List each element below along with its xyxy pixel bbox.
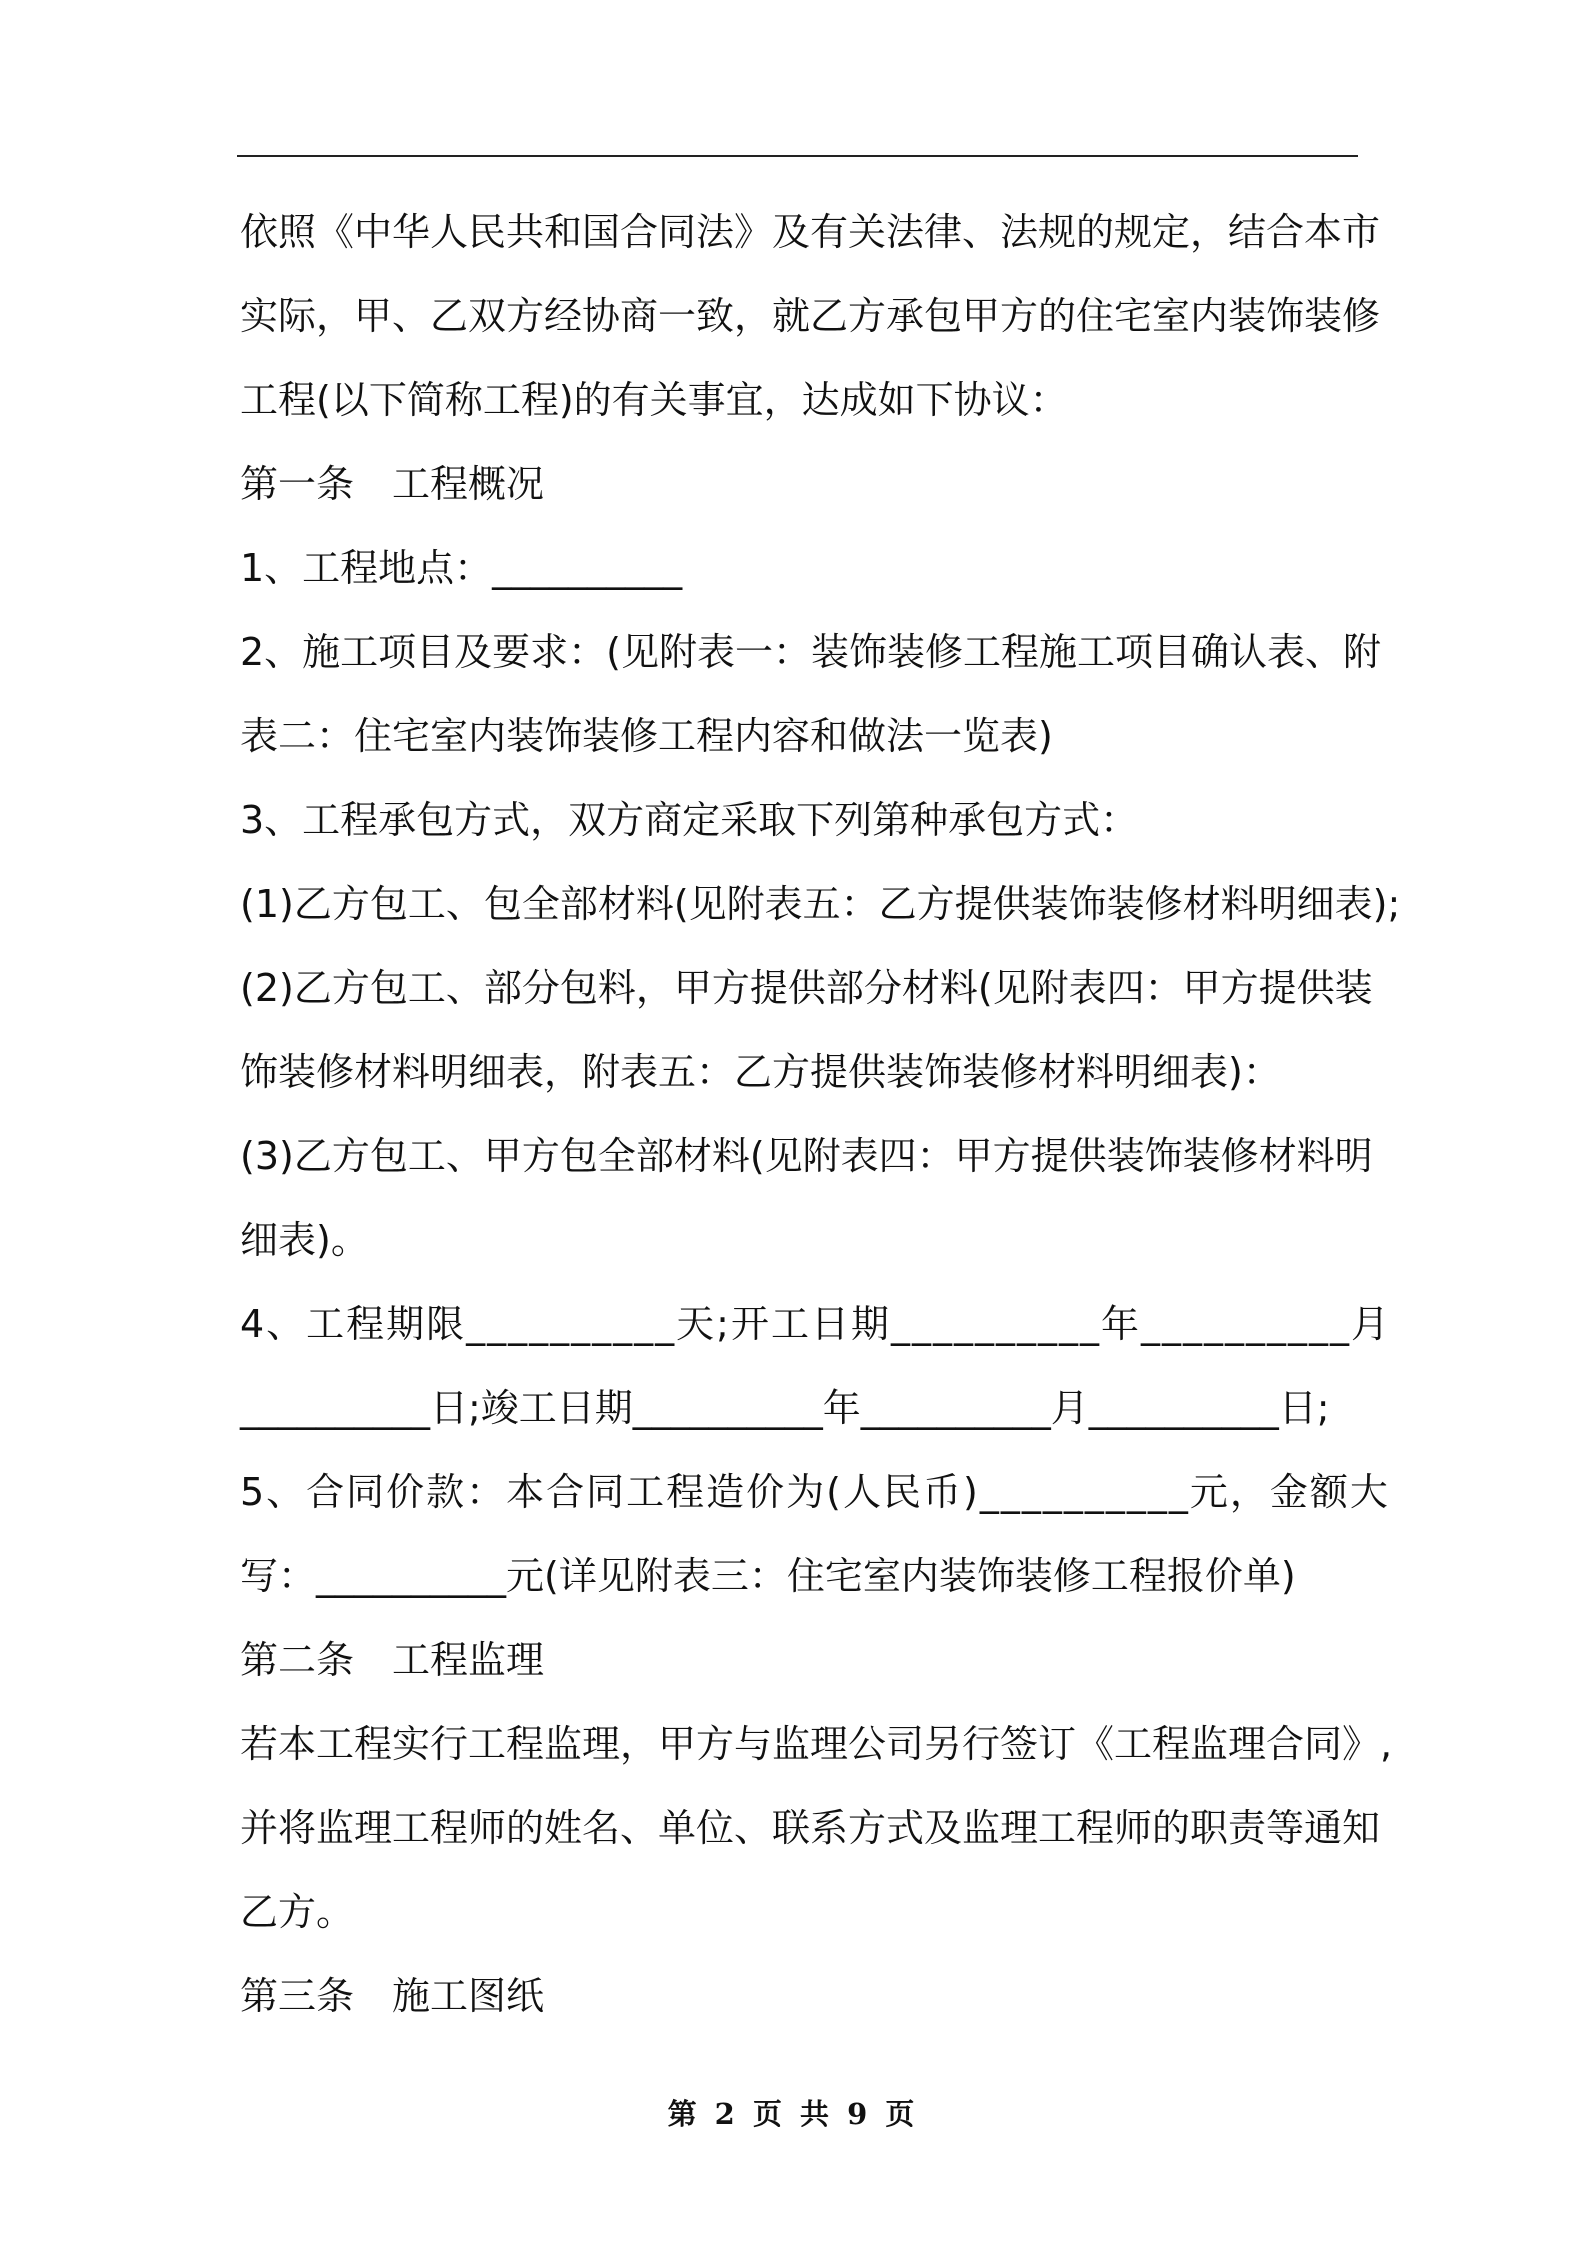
text-line: __________日;竣工日期__________年__________月__________日; xyxy=(240,1386,1330,1430)
text-line: 并将监理工程师的姓名、单位、联系方式及监理工程师的职责等通知 xyxy=(240,1806,1381,1850)
text-line: 1、工程地点：__________ xyxy=(240,546,683,590)
text-line: 表二：住宅室内装饰装修工程内容和做法一览表) xyxy=(240,714,1053,758)
text-line: 4、工程期限__________天;开工日期__________年__________月 xyxy=(240,1302,1391,1346)
text-line: (3)乙方包工、甲方包全部材料(见附表四：甲方提供装饰装修材料明 xyxy=(240,1134,1373,1178)
text-line: 细表)。 xyxy=(240,1218,369,1262)
text-line: 5、合同价款：本合同工程造价为(人民币)__________元，金额大 xyxy=(240,1470,1390,1514)
text-line: 饰装修材料明细表，附表五：乙方提供装饰装修材料明细表)： xyxy=(240,1050,1281,1094)
section-heading: 第一条 工程概况 xyxy=(240,462,545,506)
section-heading: 第二条 工程监理 xyxy=(240,1638,545,1682)
header-rule xyxy=(237,155,1358,157)
text-line: 3、工程承包方式，双方商定采取下列第种承包方式： xyxy=(240,798,1139,842)
text-line: 2、施工项目及要求：(见附表一：装饰装修工程施工项目确认表、附 xyxy=(240,630,1382,674)
text-line: 写：__________元(详见附表三：住宅室内装饰装修工程报价单) xyxy=(240,1554,1296,1598)
text-line: 依照《中华人民共和国合同法》及有关法律、法规的规定，结合本市 xyxy=(240,210,1381,254)
text-line: 若本工程实行工程监理，甲方与监理公司另行签订《工程监理合同》, xyxy=(240,1722,1393,1766)
contract-body xyxy=(240,190,1401,2038)
text-line: (1)乙方包工、包全部材料(见附表五：乙方提供装饰装修材料明细表); xyxy=(240,882,1401,926)
text-line: (2)乙方包工、部分包料，甲方提供部分材料(见附表四：甲方提供装 xyxy=(240,966,1373,1010)
text-line: 工程(以下简称工程)的有关事宜，达成如下协议： xyxy=(240,378,1068,422)
page-number: 第 2 页 共 9 页 xyxy=(667,2097,919,2131)
section-heading: 第三条 施工图纸 xyxy=(240,1974,545,2018)
text-line: 实际，甲、乙双方经协商一致，就乙方承包甲方的住宅室内装饰装修 xyxy=(240,294,1381,338)
text-line: 乙方。 xyxy=(240,1890,355,1934)
